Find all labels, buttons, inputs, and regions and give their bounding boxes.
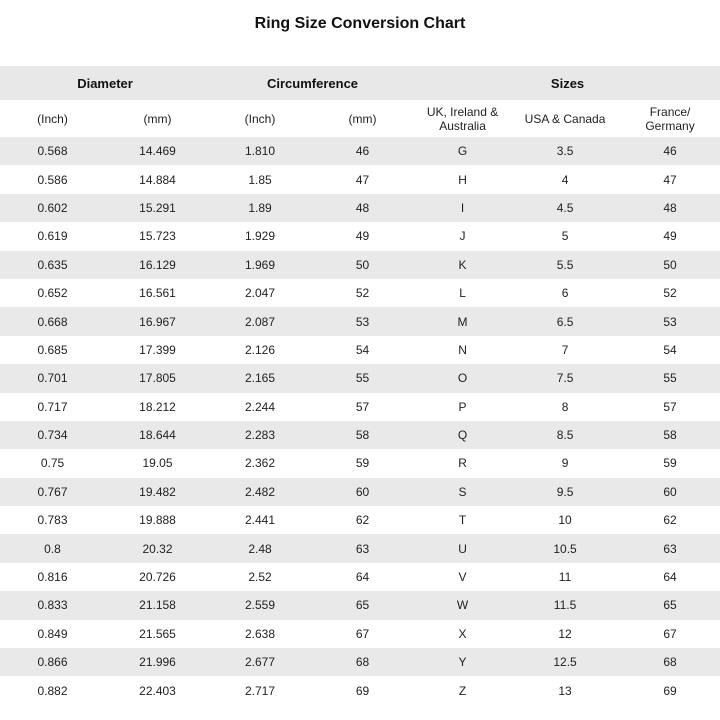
table-cell: K <box>458 257 467 272</box>
table-row <box>0 194 720 222</box>
table-cell: 50 <box>355 257 370 272</box>
table-cell: 2.559 <box>245 598 276 613</box>
table-cell: 19.05 <box>142 456 173 471</box>
table-row <box>0 534 720 562</box>
table-cell: H <box>458 172 467 187</box>
table-cell: 48 <box>663 200 677 215</box>
table-cell: Y <box>458 655 467 670</box>
table-cell: 4.5 <box>556 200 574 215</box>
table-cell: 65 <box>355 598 370 613</box>
table-cell: 14.884 <box>139 172 176 187</box>
table-cell: 9 <box>561 456 569 471</box>
table-cell: 64 <box>663 570 677 585</box>
table-cell: 7 <box>561 342 569 357</box>
table-cell: 55 <box>663 371 677 386</box>
table-cell: 21.996 <box>139 655 176 670</box>
table-cell: 11 <box>558 570 572 585</box>
table-cell: 5 <box>561 229 569 244</box>
table-row <box>0 591 720 619</box>
table-cell: 54 <box>355 342 370 357</box>
table-cell: 0.866 <box>37 655 68 670</box>
page-title: Ring Size Conversion Chart <box>254 15 466 32</box>
table-cell: 62 <box>663 513 677 528</box>
table-cell: 2.48 <box>248 541 272 556</box>
table-cell: 16.129 <box>139 257 176 272</box>
table-row <box>0 563 720 591</box>
table-cell: 17.399 <box>139 342 176 357</box>
table-cell: 0.568 <box>37 144 68 159</box>
table-cell: 0.75 <box>40 456 65 471</box>
table-cell: 46 <box>663 144 677 159</box>
table-cell: 1.810 <box>245 144 276 159</box>
table-cell: 2.677 <box>245 655 276 670</box>
column-header: USA & Canada <box>510 100 620 137</box>
table-row <box>0 478 720 506</box>
table-cell: 21.565 <box>139 626 176 641</box>
table-row <box>0 648 720 676</box>
table-cell: 49 <box>663 229 677 244</box>
table-cell: 21.158 <box>139 598 176 613</box>
table-cell: X <box>458 626 467 641</box>
table-cell: 57 <box>355 399 370 414</box>
table-cell: 6 <box>561 286 569 301</box>
table-cell: 60 <box>355 484 370 499</box>
table-cell: 60 <box>663 484 677 499</box>
table-cell: 1.969 <box>245 257 276 272</box>
table-cell: 0.701 <box>37 371 68 386</box>
table-cell: 15.291 <box>139 200 176 215</box>
table-cell: M <box>457 314 468 329</box>
table-cell: 63 <box>663 541 677 556</box>
table-cell: 2.362 <box>245 456 276 471</box>
table-cell: 16.561 <box>139 286 176 301</box>
table-cell: 57 <box>663 399 677 414</box>
table-cell: 15.723 <box>139 229 176 244</box>
table-row <box>0 364 720 392</box>
table-cell: 22.403 <box>139 683 176 698</box>
table-cell: 0.816 <box>37 570 68 585</box>
table-row <box>0 336 720 364</box>
table-cell: I <box>460 200 465 215</box>
table-row <box>0 279 720 307</box>
table-row <box>0 676 720 704</box>
table-row <box>0 506 720 534</box>
table-cell: S <box>458 484 467 499</box>
table-cell: 0.783 <box>37 513 68 528</box>
table-cell: 52 <box>663 286 677 301</box>
table-cell: 2.482 <box>245 484 276 499</box>
table-row <box>0 137 720 165</box>
table-cell: J <box>459 229 466 244</box>
table-cell: 68 <box>663 655 677 670</box>
table-cell: 0.767 <box>37 484 68 499</box>
table-cell: 59 <box>355 456 370 471</box>
table-cell: 11.5 <box>553 598 577 613</box>
table-cell: 63 <box>355 541 370 556</box>
table-cell: 65 <box>663 598 677 613</box>
table-cell: 4 <box>561 172 569 187</box>
table-cell: 58 <box>355 428 370 443</box>
table-cell: N <box>458 342 467 357</box>
table-cell: T <box>458 513 467 528</box>
table-cell: 0.734 <box>37 428 68 443</box>
table-cell: 2.126 <box>245 342 276 357</box>
table-cell: 0.8 <box>44 541 61 556</box>
table-cell: 18.212 <box>139 399 176 414</box>
table-cell: 0.586 <box>37 172 68 187</box>
table-group-header-row <box>0 66 720 100</box>
table-cell: 67 <box>663 626 677 641</box>
table-cell: Z <box>458 683 467 698</box>
table-cell: 10 <box>558 513 572 528</box>
table-cell: 47 <box>663 172 677 187</box>
table-cell: 53 <box>663 314 677 329</box>
table-row <box>0 393 720 421</box>
column-header: (mm) <box>310 100 415 137</box>
table-cell: R <box>458 456 467 471</box>
table-cell: 19.888 <box>139 513 176 528</box>
table-row <box>0 222 720 250</box>
table-cell: G <box>457 144 468 159</box>
table-cell: 16.967 <box>139 314 176 329</box>
table-cell: 48 <box>355 200 370 215</box>
table-cell: 0.849 <box>37 626 68 641</box>
column-header: (Inch) <box>0 100 105 137</box>
table-cell: 20.32 <box>142 541 173 556</box>
table-cell: 68 <box>355 655 370 670</box>
table-body <box>0 137 720 705</box>
table-cell: 49 <box>355 229 370 244</box>
table-cell: 67 <box>355 626 370 641</box>
table-cell: 1.929 <box>245 229 276 244</box>
table-cell: 0.882 <box>37 683 68 698</box>
table-column-header-row <box>0 100 720 137</box>
group-header-diameter: Diameter <box>0 66 210 100</box>
table-cell: 8 <box>561 399 569 414</box>
table-cell: 5.5 <box>556 257 574 272</box>
table-cell: 17.805 <box>139 371 176 386</box>
table-cell: 1.85 <box>248 172 272 187</box>
table-cell: 55 <box>355 371 370 386</box>
ring-size-conversion-table <box>0 66 720 705</box>
table-cell: 2.047 <box>245 286 276 301</box>
table-cell: 13 <box>558 683 572 698</box>
table-cell: 0.685 <box>37 342 68 357</box>
table-row <box>0 251 720 279</box>
table-cell: 10.5 <box>553 541 577 556</box>
table-cell: 64 <box>355 570 370 585</box>
table-cell: L <box>459 286 466 301</box>
table-cell: O <box>457 371 468 386</box>
table-cell: U <box>458 541 467 556</box>
table-cell: 69 <box>355 683 370 698</box>
table-cell: 6.5 <box>556 314 574 329</box>
table-cell: 50 <box>663 257 677 272</box>
group-header-circumference: Circumference <box>210 66 415 100</box>
table-row <box>0 620 720 648</box>
table-cell: 0.602 <box>37 200 68 215</box>
table-cell: 9.5 <box>556 484 574 499</box>
table-cell: Q <box>457 428 468 443</box>
table-cell: 14.469 <box>139 144 176 159</box>
table-cell: 47 <box>355 172 370 187</box>
table-cell: 53 <box>355 314 370 329</box>
table-cell: 2.283 <box>245 428 276 443</box>
table-cell: 2.638 <box>245 626 276 641</box>
table-cell: 3.5 <box>556 144 574 159</box>
table-cell: 2.52 <box>248 570 272 585</box>
table-cell: 2.087 <box>245 314 276 329</box>
column-header: (Inch) <box>210 100 310 137</box>
table-cell: 0.668 <box>37 314 68 329</box>
table-cell: 0.652 <box>37 286 68 301</box>
table-cell: 0.717 <box>37 399 68 414</box>
column-header: France/ Germany <box>620 100 720 137</box>
table-row <box>0 165 720 193</box>
table-cell: 1.89 <box>248 200 272 215</box>
table-header <box>0 66 720 137</box>
table-cell: 7.5 <box>556 371 574 386</box>
group-header-sizes: Sizes <box>415 66 720 100</box>
table-cell: 54 <box>663 342 677 357</box>
table-cell: 46 <box>355 144 370 159</box>
table-cell: V <box>458 570 467 585</box>
column-header: (mm) <box>105 100 210 137</box>
table-cell: W <box>456 598 469 613</box>
table-cell: 59 <box>663 456 677 471</box>
table-cell: P <box>458 399 467 414</box>
table-cell: 0.619 <box>37 229 68 244</box>
table-cell: 20.726 <box>139 570 176 585</box>
table-cell: 0.635 <box>37 257 68 272</box>
table-cell: 19.482 <box>139 484 176 499</box>
table-cell: 0.833 <box>37 598 68 613</box>
table-cell: 2.441 <box>245 513 276 528</box>
table-cell: 12 <box>558 626 572 641</box>
table-cell: 2.165 <box>245 371 276 386</box>
table-row <box>0 421 720 449</box>
table-cell: 2.244 <box>245 399 276 414</box>
table-cell: 18.644 <box>139 428 176 443</box>
column-header: UK, Ireland & Australia <box>415 100 510 137</box>
table-cell: 58 <box>663 428 677 443</box>
table-cell: 2.717 <box>245 683 276 698</box>
table-cell: 69 <box>663 683 677 698</box>
table-row <box>0 449 720 477</box>
table-cell: 52 <box>355 286 370 301</box>
table-cell: 12.5 <box>553 655 577 670</box>
table-cell: 62 <box>355 513 370 528</box>
table-row <box>0 307 720 335</box>
table-cell: 8.5 <box>556 428 574 443</box>
